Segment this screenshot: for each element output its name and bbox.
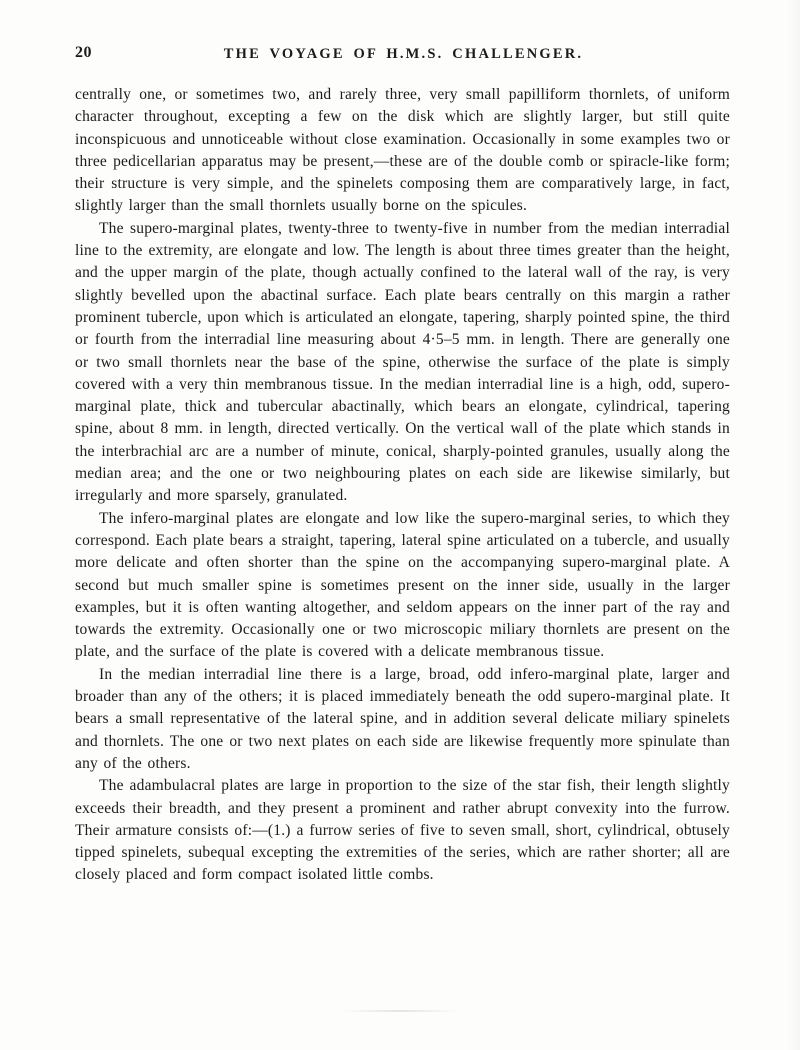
page-number: 20	[75, 44, 92, 61]
paragraph: In the median interradial line there is a large, broad, odd infero-marginal plate, larger and broader than any of the others; it is placed immediately beneath the odd supero-marginal plate. It bears a small representative of the lateral spine, and in addition several delicate miliary spinelets and thornlets. The one or two next plates on each side are likewise frequently more spinulate than any of the others.	[75, 665, 730, 772]
paragraph: The adambulacral plates are large in proportion to the size of the star fish, their length slightly exceeds their breadth, and they present a prominent and rather abrupt convexity into the furrow. Their armature consists of:—(1.) a furrow series of five to seven small, short, cylindrical, obtusely tipped spinelets, subequal excepting the extremities of the series, which are rather shorter; all are closely placed and form compact isolated little combs.	[75, 777, 730, 884]
page-header-title: THE VOYAGE OF H.M.S. CHALLENGER.	[223, 46, 584, 62]
running-head	[75, 42, 732, 66]
scan-artifact	[340, 1010, 460, 1012]
paragraph: The infero-marginal plates are elongate and low like the supero-marginal series, to which they correspond. Each plate bears a straight, tapering, lateral spine articulated on a tubercle, and usually more delicate and often shorter than the spine on the accompanying supero-marginal plate. A second but much smaller spine is sometimes present on the inner side, usually in the larger examples, but it is often wanting altogether, and seldom appears on the inner part of the ray and towards the extremity. Occasionally one or two microscopic miliary thornlets are present on the plate, and the surface of the plate is covered with a delicate membranous tissue.	[75, 509, 730, 661]
paragraph: centrally one, or sometimes two, and rarely three, very small papilliform thornlets, of uniform character throughout, excepting a few on the disk which are slightly larger, but still quite inconspicuous and unnoticeable without close examination. Occasionally in some examples two or three pedicellarian apparatus may be present,—these are of the double comb or spiracle-like form; their structure is very simple, and the spinelets composing them are comparatively large, in fact, slightly larger than the small thornlets usually borne on the spicules.	[75, 86, 730, 215]
page-edge-shadow	[786, 0, 800, 1050]
body-text	[75, 84, 730, 887]
paragraph: The supero-marginal plates, twenty-three to twenty-five in number from the median interradial line to the extremity, are elongate and low. The length is about three times greater than the height, and the upper margin of the plate, though actually confined to the lateral wall of the ray, is very slightly bevelled upon the abactinal surface. Each plate bears centrally on this margin a rather prominent tubercle, upon which is articulated an elongate, tapering, sharply pointed spine, the third or fourth from the interradial line measuring about 4·5–5 mm. in length. There are generally one or two small thornlets near the base of the spine, otherwise the surface of the plate is simply covered with a very thin membranous tissue. In the median interradial line is a high, odd, supero-marginal plate, thick and tubercular abactinally, which bears an elongate, cylindrical, tapering spine, about 8 mm. in length, directed vertically. On the vertical wall of the plate which stands in the interbrachial arc are a number of minute, conical, sharply-pointed granules, usually along the median area; and the one or two neighbouring plates on each side are likewise similarly, but irregularly and more sparsely, granulated.	[75, 219, 730, 505]
